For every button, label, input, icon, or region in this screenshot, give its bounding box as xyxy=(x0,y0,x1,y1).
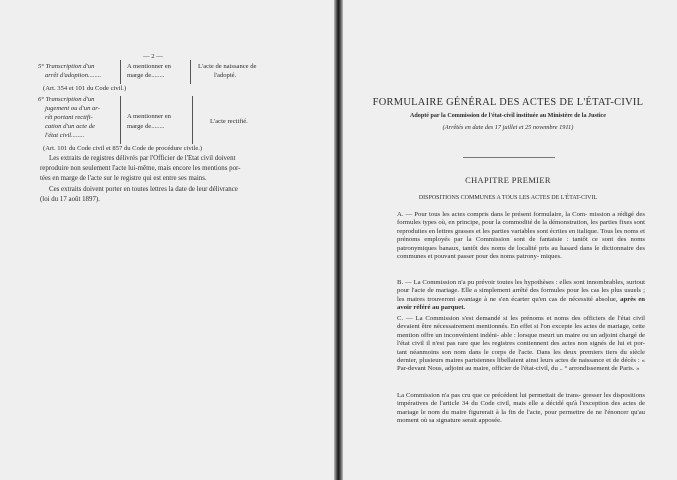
paragraph-a: A. — Pour tous les actes compris dans le présent formulaire, la Com- mission a rédigé des formules types où, en principe, pour la commodité de la démonstration, les parties fixes sont reproduites en lettres grasses et les parties variables sont écrites en italique. Tous les noms et prénoms employés par la Commission sont de fantaisie : tantôt ce sont des noms patronymiques banaux, tantôt des noms de localité pris au hasard dans le dictionnaire des communes et pouvant passer pour des noms patrony- miques. xyxy=(397,211,646,261)
entry6-line-1: 6° Transcription d'un xyxy=(38,96,95,103)
document-title: FORMULAIRE GÉNÉRAL DES ACTES DE L'ÉTAT-CIVIL xyxy=(372,97,644,108)
entry5-reference: (Art. 354 et 101 du Code civil.) xyxy=(43,85,127,92)
entry5-right-2: l'adopté. xyxy=(214,72,237,79)
entry6-brace-left xyxy=(120,96,121,144)
entry6-right-1: L'acte rectifié. xyxy=(210,118,248,125)
paragraph-b-bold: après en avoir référé xyxy=(397,295,646,312)
entry5-brace-right xyxy=(190,60,191,84)
paragraph-b: B. — La Commission n'a pu prévoir toutes les hypothèses : elles sont innombrables, surtout pour l'acte de mariage. Elle a simplement arrêté des formules pour les cas les plus usuels ; les maires trouveront avantage à ne s'en écarter qu'en cas de nécessité absolue, après en avoir référé au parquet. xyxy=(397,279,646,312)
entry6-reference: (Art. 101 du Code civil et 857 du Code de procédure civile.) xyxy=(43,145,203,152)
paragraph1-line-1: Les extraits de registres délivrés par l'Officier de l'Etat civil doivent xyxy=(49,155,236,162)
paragraph1-line-3: tées en marge de l'acte sur le registre qui est entre ses mains. xyxy=(40,175,207,182)
left-page xyxy=(0,0,334,480)
right-page xyxy=(343,0,677,480)
entry6-line-5: l'état civil........ xyxy=(45,132,85,139)
entry6-line-3: rêt portant rectifi- xyxy=(45,114,93,121)
entry6-line-4: cation d'un acte de xyxy=(45,123,95,130)
entry6-middle-2: marge de........ xyxy=(127,123,165,130)
paragraph-d: La Commission n'a pas cru que ce précédent lui permettait de trans- gresser les dispositions impératives de l'article 34 du Code civil, mais elle a décidé qu'à l'exception des actes de mariage le nom du maire figurerait à la fin de l'acte, pour permettre de ne l'énoncer qu'au moment où sa signature serait apposée. xyxy=(397,392,646,425)
entry5-middle-2: marge de........ xyxy=(127,72,165,79)
document-subtitle: Adopté par la Commission de l'état-civil instituée au Ministère de la Justice xyxy=(410,113,606,119)
paragraph1-line-2: reproduire non seulement l'acte lui-même, mais encore les mentions por- xyxy=(40,165,241,172)
book-gutter xyxy=(334,0,343,480)
paragraph2-line-1: Ces extraits doivent porter en toutes lettres la date de leur délivrance xyxy=(49,186,238,193)
paragraph2-line-2: (loi du 17 août 1897). xyxy=(40,196,100,203)
entry5-middle-1: A mentionner en xyxy=(127,63,171,70)
entry5-line-2: arrêt d'adoption........ xyxy=(45,72,102,79)
chapter-title: CHAPITRE PREMIER xyxy=(465,176,551,185)
paragraph-c: C. — La Commission s'est demandé si les prénoms et noms des officiers de l'état civil devaient être nécessairement mentionnés. En effet si l'on excepte les actes de mariage, cette mention offre un inconvénient indéni- able : lorsque meurt un maire ou un adjoint chargé de l'état civil il n'est pas rare que les registres contiennent des actes non signés de lui et por- tant néanmoins son nom dans le corps de l'acte. Dans les deux premiers tiers du siècle dernier, plusieurs maires parisiennes libellaient ainsi leurs actes de naissance et de décès : « Par-devant Nous, adjoint au maire, officier de l'état-civil, du .. ° arrondissement de Paris. » xyxy=(397,315,646,373)
paragraph-b-end: au parquet. xyxy=(432,304,466,312)
page-number: — 2 — xyxy=(143,53,163,60)
entry6-brace-right xyxy=(192,96,193,144)
document-dates: (Arrêtés en date des 17 juillet et 25 novembre 1911) xyxy=(442,124,574,131)
entry6-line-2: jugement ou d'un ar- xyxy=(45,105,100,112)
separator-rule xyxy=(463,157,555,158)
entry6-middle-1: A mentionner en xyxy=(127,113,171,120)
entry5-brace-left xyxy=(120,60,121,84)
entry5-line-1: 5° Transcription d'un xyxy=(38,63,95,70)
chapter-subtitle: DISPOSITIONS COMMUNES A TOUS LES ACTES DE L'ÉTAT-CIVIL xyxy=(418,195,598,201)
entry5-right-1: L'acte de naissance de xyxy=(198,63,257,70)
